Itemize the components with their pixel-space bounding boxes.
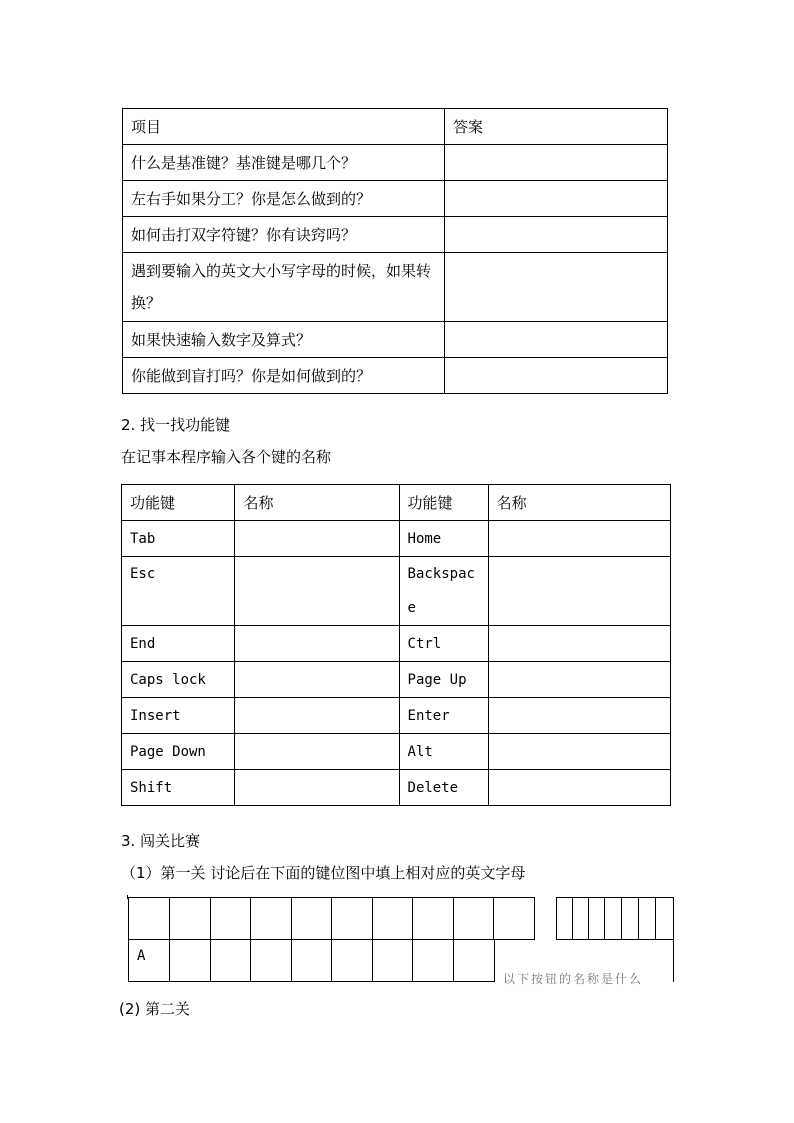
key-cell: Home — [399, 521, 488, 557]
key-box[interactable] — [291, 939, 333, 982]
section-2-instruction: 在记事本程序输入各个键的名称 — [121, 448, 332, 466]
key-box[interactable] — [604, 897, 622, 940]
answer-cell[interactable] — [445, 322, 668, 358]
table-row — [122, 626, 671, 662]
header-name: 名称 — [488, 485, 670, 521]
key-box[interactable] — [331, 897, 373, 940]
table-row — [122, 770, 671, 806]
key-cell: Esc — [122, 557, 235, 626]
questions-table — [122, 108, 668, 394]
name-cell[interactable] — [488, 770, 670, 806]
key-box[interactable] — [621, 897, 639, 940]
answer-cell[interactable] — [445, 181, 668, 217]
header-answer: 答案 — [445, 109, 668, 145]
name-cell[interactable] — [235, 698, 399, 734]
name-cell[interactable] — [488, 557, 670, 626]
key-cell: Ctrl — [399, 626, 488, 662]
key-cell: Alt — [399, 734, 488, 770]
question-cell: 如何击打双字符键？你有诀窍吗？ — [123, 217, 445, 253]
header-item: 项目 — [123, 109, 445, 145]
key-box[interactable] — [250, 939, 292, 982]
cut-off-text: 以下按钮的名称是什么 — [503, 972, 644, 986]
level-2-heading: (2) 第二关 — [119, 1000, 191, 1018]
table-row — [123, 358, 668, 394]
key-box[interactable] — [128, 897, 170, 940]
function-keys-table — [121, 484, 671, 806]
name-cell[interactable] — [488, 734, 670, 770]
key-box[interactable] — [638, 897, 656, 940]
key-cell: Page Down — [122, 734, 235, 770]
table-row — [122, 521, 671, 557]
name-cell[interactable] — [235, 770, 399, 806]
header-function-key: 功能键 — [122, 485, 235, 521]
key-box[interactable] — [412, 939, 454, 982]
key-box[interactable] — [655, 897, 674, 940]
name-cell[interactable] — [235, 626, 399, 662]
name-cell[interactable] — [235, 662, 399, 698]
key-box[interactable] — [291, 897, 333, 940]
name-cell[interactable] — [488, 626, 670, 662]
name-cell[interactable] — [488, 662, 670, 698]
table-header-row — [123, 109, 668, 145]
key-box-a[interactable] — [128, 939, 170, 982]
header-function-key: 功能键 — [399, 485, 488, 521]
key-cell: End — [122, 626, 235, 662]
key-box[interactable] — [372, 897, 414, 940]
question-cell: 左右手如果分工？你是怎么做到的？ — [123, 181, 445, 217]
question-cell: 遇到要输入的英文大小写字母的时候，如果转换？ — [123, 253, 445, 322]
table-row — [123, 253, 668, 322]
key-cell: Page Up — [399, 662, 488, 698]
key-box[interactable] — [331, 939, 373, 982]
key-box[interactable] — [210, 939, 252, 982]
key-label: A — [137, 948, 146, 964]
key-box[interactable] — [453, 939, 495, 982]
key-box[interactable] — [412, 897, 454, 940]
name-cell[interactable] — [235, 557, 399, 626]
table-row — [122, 698, 671, 734]
section-3-heading: 3. 闯关比赛 — [121, 832, 201, 850]
name-cell[interactable] — [488, 698, 670, 734]
key-box[interactable] — [169, 897, 211, 940]
key-box[interactable] — [210, 897, 252, 940]
answer-cell[interactable] — [445, 217, 668, 253]
table-row — [122, 557, 671, 626]
name-cell[interactable] — [488, 521, 670, 557]
question-cell: 什么是基准键？基准键是哪几个？ — [123, 145, 445, 181]
key-cell: Backspac e — [399, 557, 488, 626]
key-cell: Tab — [122, 521, 235, 557]
key-box[interactable] — [453, 897, 495, 940]
level-1-instruction: （1）第一关 讨论后在下面的键位图中填上相对应的英文字母 — [121, 864, 526, 882]
section-2-heading: 2. 找一找功能键 — [121, 416, 231, 434]
key-box[interactable] — [572, 897, 589, 940]
key-cell: Enter — [399, 698, 488, 734]
table-row — [122, 734, 671, 770]
answer-cell[interactable] — [445, 253, 668, 322]
key-cell: Shift — [122, 770, 235, 806]
header-name: 名称 — [235, 485, 399, 521]
name-cell[interactable] — [235, 521, 399, 557]
key-cell: Caps lock — [122, 662, 235, 698]
key-cell: Insert — [122, 698, 235, 734]
question-cell: 你能做到盲打吗？你是如何做到的？ — [123, 358, 445, 394]
key-cell: Delete — [399, 770, 488, 806]
table-row — [123, 217, 668, 253]
key-box[interactable] — [588, 897, 605, 940]
key-box[interactable] — [556, 897, 573, 940]
name-cell[interactable] — [235, 734, 399, 770]
key-box[interactable] — [372, 939, 414, 982]
key-box[interactable] — [169, 939, 211, 982]
question-cell: 如果快速输入数字及算式？ — [123, 322, 445, 358]
table-row — [123, 145, 668, 181]
diagram-edge — [673, 940, 674, 982]
table-row — [123, 322, 668, 358]
key-box[interactable] — [493, 897, 535, 940]
answer-cell[interactable] — [445, 358, 668, 394]
table-row — [122, 662, 671, 698]
table-row — [123, 181, 668, 217]
table-header-row — [122, 485, 671, 521]
key-box[interactable] — [250, 897, 292, 940]
answer-cell[interactable] — [445, 145, 668, 181]
